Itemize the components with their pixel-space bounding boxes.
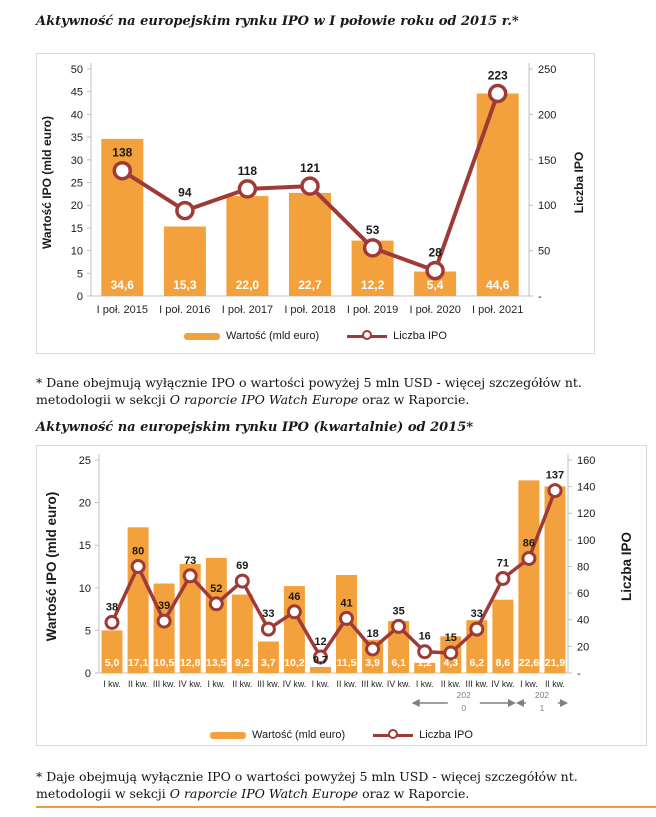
chart2-canvas (37, 446, 646, 745)
bar-value-label: 44,6 (486, 278, 510, 292)
right-axis-tick-label: 50 (538, 245, 551, 258)
ipo-count-label: 137 (545, 469, 565, 482)
ipo-count-label: 80 (131, 545, 145, 558)
right-axis-tick-label: 150 (538, 154, 557, 167)
chart1-frame (36, 53, 595, 354)
ipo-marker (132, 561, 144, 573)
right-axis-tick-label: 100 (538, 200, 557, 213)
ipo-marker (393, 620, 405, 632)
ipo-count-label: 52 (210, 582, 223, 595)
category-label: II kw. (128, 679, 149, 689)
left-axis-tick-label: 45 (70, 86, 83, 99)
ipo-count-label: 12 (314, 636, 327, 649)
category-label: IV kw. (491, 679, 515, 689)
right-axis-tick-label: - (538, 290, 542, 303)
ipo-count-label: 28 (428, 245, 442, 260)
left-axis-tick-label: 5 (76, 268, 83, 281)
bar-value-label: 6,2 (469, 657, 485, 669)
category-label: II kw. (544, 679, 565, 689)
right-axis-tick-label: 200 (538, 109, 557, 122)
bar-value-label: 34,6 (110, 278, 134, 292)
left-axis-tick-label: 0 (76, 290, 83, 303)
bar-value-label: 1,2 (417, 657, 432, 669)
left-axis-tick-label: 25 (78, 454, 91, 467)
ipo-count-label: 41 (340, 597, 353, 610)
ipo-marker (177, 203, 193, 219)
legend-label-count: Liczba IPO (419, 729, 473, 741)
ipo-marker (367, 643, 379, 655)
bar-value-label: 22,7 (298, 278, 322, 292)
category-label: IV kw. (282, 679, 307, 689)
ipo-marker (549, 485, 561, 497)
line-swatch-icon (373, 734, 413, 737)
category-label: III kw. (361, 679, 384, 689)
ipo-count-label: 33 (262, 608, 275, 621)
left-axis-title: Wartość IPO (mld euro) (40, 116, 54, 249)
ipo-marker (365, 240, 381, 256)
bar-value-label: 3,7 (261, 657, 276, 669)
ipo-marker (341, 612, 353, 624)
bar-value-label: 10,5 (153, 657, 175, 669)
ipo-count-label: 53 (365, 222, 380, 237)
ipo-marker (114, 163, 130, 179)
category-label: I kw. (415, 679, 434, 689)
category-label: I kw. (520, 679, 538, 689)
chart2-legend (37, 729, 646, 741)
year-span-label: 1 (539, 703, 545, 713)
ipo-marker (471, 623, 483, 635)
bar-value-label: 22,6 (518, 657, 540, 669)
bar (518, 480, 539, 673)
ipo-marker (419, 646, 431, 658)
category-label: I kw. (103, 679, 121, 689)
ipo-marker (523, 553, 535, 565)
ipo-marker (302, 178, 318, 194)
bar-value-label: 0,7 (313, 654, 328, 667)
category-label: III kw. (152, 679, 176, 689)
ipo-count-label: 39 (158, 600, 171, 613)
legend-label-value: Wartość (mld euro) (226, 330, 320, 342)
right-axis-tick-label: 40 (577, 614, 590, 627)
ipo-marker (184, 570, 196, 582)
chart1-title: Aktywność na europejskim rynku IPO w I połowie roku od 2015 r.* (36, 14, 519, 29)
bar-value-label: 15,3 (173, 278, 197, 292)
category-label: III kw. (465, 679, 489, 689)
line-swatch-icon (347, 335, 387, 338)
ipo-count-line (112, 491, 555, 657)
left-axis-tick-label: 35 (70, 132, 83, 145)
left-axis-title: Wartość IPO (mld euro) (44, 491, 59, 642)
bar-value-label: 11,5 (336, 657, 357, 669)
bar-value-label: 13,5 (206, 657, 227, 669)
legend-label-value: Wartość (mld euro) (252, 729, 346, 741)
ipo-count-label: 33 (470, 608, 483, 621)
ipo-count-label: 16 (418, 630, 431, 643)
left-axis-tick-label: 5 (84, 625, 91, 638)
bar-value-label: 8,6 (495, 657, 511, 669)
bar-swatch-icon (184, 333, 220, 340)
arrow-right-icon (508, 699, 516, 707)
bar-value-label: 12,2 (360, 278, 385, 292)
ipo-count-label: 86 (522, 537, 536, 550)
category-label: II kw. (440, 679, 461, 689)
ipo-count-label: 18 (366, 628, 379, 641)
chart2-frame (36, 445, 647, 746)
year-span-label: 0 (461, 703, 467, 713)
legend-item-count (373, 729, 473, 741)
bar-value-label: 6,1 (391, 657, 406, 669)
bar-value-label: 17,1 (127, 657, 149, 669)
left-axis-tick-label: 20 (70, 200, 83, 213)
category-label: I poł. 2016 (159, 304, 211, 316)
arrow-right-icon (560, 699, 568, 707)
ipo-count-label: 73 (184, 554, 197, 567)
left-axis-tick-label: 30 (70, 154, 83, 167)
legend-item-count (347, 330, 447, 342)
left-axis-tick-label: 15 (70, 222, 83, 235)
right-axis-tick-label: 250 (538, 63, 557, 76)
ipo-marker (262, 623, 274, 635)
bar-swatch-icon (210, 732, 246, 739)
ipo-count-label: 38 (105, 601, 119, 614)
category-label: IV kw. (386, 679, 411, 689)
bar-value-label: 3,9 (365, 657, 380, 669)
ipo-marker (288, 606, 300, 618)
right-axis-tick-label: 120 (577, 508, 596, 521)
bar-value-label: 21,9 (544, 657, 566, 669)
chart2-footnote: * Daje obejmują wyłącznie IPO o wartości powyżej 5 mln USD - więcej szczegółów nt. metodologii w sekcji O raporcie IPO Watch Europe oraz w Raporcie. (36, 768, 578, 801)
year-span-label: 202 (456, 690, 471, 700)
bar-value-label: 10,2 (284, 657, 305, 669)
left-axis-tick-label: 25 (70, 177, 83, 190)
ipo-marker (106, 616, 118, 628)
chart1-legend (37, 330, 594, 342)
category-label: IV kw. (178, 679, 202, 689)
right-axis-tick-label: 80 (577, 561, 590, 574)
ipo-count-label: 138 (112, 145, 133, 160)
ipo-count-label: 94 (178, 185, 192, 200)
legend-item-value (210, 729, 345, 741)
category-label: I poł. 2015 (96, 304, 148, 316)
ipo-count-label: 118 (237, 163, 258, 178)
left-axis-tick-label: 0 (84, 667, 91, 680)
bar (310, 667, 331, 673)
ipo-count-label: 69 (236, 560, 249, 573)
category-label: I kw. (311, 679, 330, 689)
category-label: I poł. 2018 (284, 304, 336, 316)
bar-value-label: 5,4 (426, 278, 444, 292)
ipo-count-label: 71 (496, 557, 509, 570)
year-span-label: 202 (534, 690, 550, 700)
right-axis-tick-label: 160 (577, 454, 596, 467)
chart2-title: Aktywność na europejskim rynku IPO (kwartalnie) od 2015* (36, 420, 474, 435)
ipo-count-label: 121 (299, 161, 321, 176)
ipo-marker (497, 573, 509, 585)
category-label: I poł. 2020 (409, 304, 461, 316)
category-label: I kw. (207, 679, 226, 689)
ipo-marker (427, 263, 443, 279)
right-axis-tick-label: 100 (577, 534, 596, 547)
left-axis-tick-label: 10 (70, 245, 83, 258)
left-axis-tick-label: 50 (70, 63, 83, 76)
left-axis-tick-label: 20 (78, 497, 91, 510)
ipo-count-label: 46 (288, 590, 301, 603)
category-label: II kw. (232, 679, 253, 689)
right-axis-tick-label: 140 (577, 481, 596, 494)
right-axis-title: Liczba IPO (619, 531, 634, 602)
left-axis-tick-label: 10 (78, 582, 91, 595)
category-label: I poł. 2021 (472, 304, 524, 316)
bar-value-label: 22,0 (235, 278, 260, 292)
ipo-marker (490, 86, 506, 102)
right-axis-tick-label: 60 (577, 588, 590, 601)
category-label: I poł. 2019 (346, 304, 399, 316)
right-axis-title: Liczba IPO (572, 151, 586, 214)
left-axis-tick-label: 40 (70, 109, 83, 122)
ipo-marker (236, 575, 248, 587)
arrow-left-icon (516, 699, 524, 707)
category-label: II kw. (336, 679, 357, 689)
bar-value-label: 9,2 (235, 657, 250, 669)
ipo-count-label: 15 (444, 632, 457, 645)
ipo-marker (210, 598, 222, 610)
category-label: III kw. (257, 679, 280, 689)
legend-item-value (184, 330, 319, 342)
right-axis-tick-label: - (577, 667, 581, 680)
legend-label-count: Liczba IPO (393, 330, 447, 342)
right-axis-tick-label: 20 (577, 641, 590, 654)
bar (477, 94, 519, 297)
chart1-canvas (37, 54, 594, 353)
ipo-count-label: 35 (392, 605, 405, 618)
category-label: I poł. 2017 (221, 304, 274, 316)
bar (206, 558, 227, 673)
bottom-divider (36, 806, 656, 808)
ipo-marker (239, 181, 255, 197)
left-axis-tick-label: 15 (78, 540, 91, 553)
bar-value-label: 4,3 (443, 657, 459, 669)
ipo-count-label: 223 (487, 68, 508, 83)
ipo-marker (158, 615, 170, 627)
chart1-footnote: * Dane obejmują wyłącznie IPO o wartości powyżej 5 mln USD - więcej szczegółów nt. metodologii w sekcji O raporcie IPO Watch Europe oraz w Raporcie. (36, 374, 582, 407)
bar-value-label: 5,0 (104, 657, 120, 669)
arrow-left-icon (412, 699, 420, 707)
bar-value-label: 12,8 (179, 657, 201, 669)
